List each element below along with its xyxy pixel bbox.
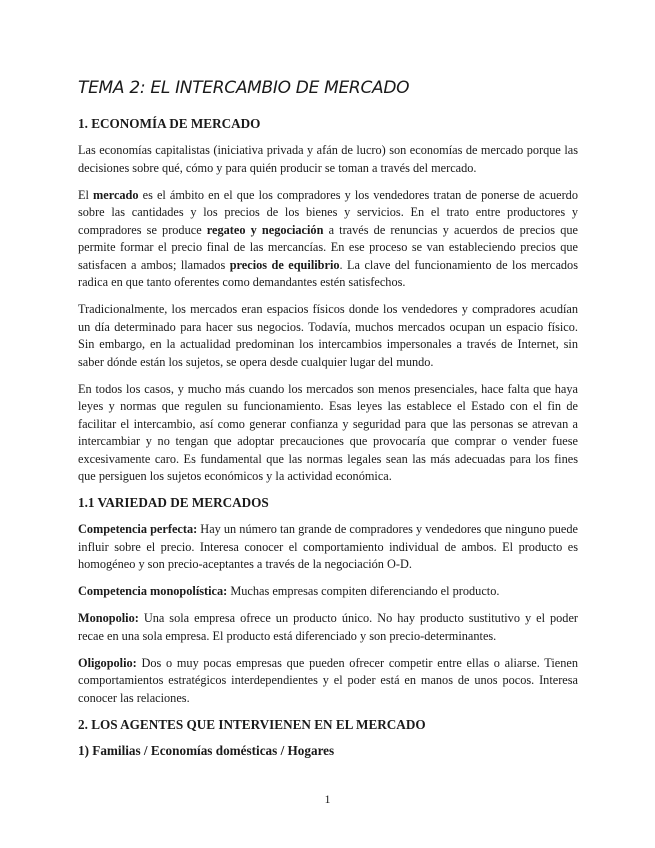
page-number: 1	[324, 792, 331, 806]
subsection-heading-familias: 1) Familias / Economías domésticas / Hogares	[78, 742, 335, 758]
bold-term: Competencia perfecta:	[78, 522, 198, 536]
document-title: TEMA 2: EL INTERCAMBIO DE MERCADO	[78, 78, 410, 98]
paragraph-competencia-monopolistica	[78, 583, 578, 601]
paragraph-tradicionalmente: Tradicionalmente, los mercados eran espacios físicos donde los vendedores y compradores acudían un día determinado para hacer sus negocios. Todavía, muchos mercados ocupan un espacio físico. Sin embargo, en la actualidad predominan los intercambios impersonales a través de Internet, sin saber dónde están los sujetos, se opera desde cualquier lugar del mundo.	[78, 302, 578, 369]
text-run: Hay un número tan grande de compradores y vendedores que ninguno puede influir sobre el precio. Interesa conocer el comportamiento individual de ambos. El producto es homogéneo y son precio-aceptantes a través de la negociación O-D.	[78, 522, 578, 571]
paragraph-economias-capitalistas: Las economías capitalistas (iniciativa privada y afán de lucro) son economías de mercado porque las decisiones sobre qué, cómo y para quién producir se toman a través del mercado.	[78, 143, 578, 175]
paragraph-competencia-perfecta	[78, 521, 578, 574]
text-run: Muchas empresas compiten diferenciando el producto.	[227, 584, 500, 598]
text-run: a través de renuncias y acuerdos de precios que permite formar el precio final de las mercancías. En ese proceso se van estableciendo precios que satisfacen a ambos; llamados	[78, 222, 578, 272]
paragraph-oligopolio	[78, 655, 578, 708]
text-run: Dos o muy pocas empresas que pueden ofrecer competir entre ellas o aliarse. Tienen comportamientos estratégicos interdependientes y el poder está en manos de unos pocos. Interesa conocer las relaciones.	[78, 655, 578, 705]
page-content	[78, 76, 578, 769]
text-run: Una sola empresa ofrece un producto único. No hay producto sustitutivo y el poder recae en una sola empresa. El producto está diferenciado y son precio-determinantes.	[78, 611, 578, 643]
paragraph-leyes-y-normas: En todos los casos, y mucho más cuando los mercados son menos presenciales, hace falta que haya leyes y normas que regulen su funcionamiento. Esas leyes las establece el Estado con el fin de facilitar el intercambio, así como generar confianza y seguridad para que las personas se atrevan a intercambiar y no tengan que adoptar precauciones que provocaría que comprar o vender fuese excesivamente caro. Es fundamental que las normas legales sean las más adecuadas para los fines que persiguen los sujetos económicos y la actividad económica.	[78, 381, 578, 483]
paragraph-monopolio	[78, 610, 578, 645]
bold-term-mercado: mercado	[93, 187, 139, 202]
bold-term-precios-equilibrio: precios de equilibrio	[229, 257, 340, 272]
paragraph-mercado-definicion	[78, 187, 578, 292]
text-run: . La clave del funcionamiento de los mercados radica en que tanto oferentes como demandantes estén satisfechos.	[78, 257, 578, 289]
text-run: es el ámbito en el que los compradores y los vendedores tratan de ponerse de acuerdo sobre las cantidades y los precios de los bienes y servicios. En el trato entre productores y compradores se produce	[78, 187, 578, 237]
section-heading-variedad-de-mercados: 1.1 VARIEDAD DE MERCADOS	[78, 495, 269, 510]
bold-term: Oligopolio:	[78, 655, 137, 670]
section-heading-agentes: 2. LOS AGENTES QUE INTERVIENEN EN EL MERCADO	[78, 716, 426, 732]
bold-term: Monopolio:	[78, 611, 139, 625]
text-run: El	[78, 187, 94, 202]
section-heading-economia-de-mercado: 1. ECONOMÍA DE MERCADO	[78, 116, 261, 131]
bold-term: Competencia monopolística:	[78, 584, 228, 598]
bold-term-regateo: regateo y negociación	[206, 222, 324, 237]
